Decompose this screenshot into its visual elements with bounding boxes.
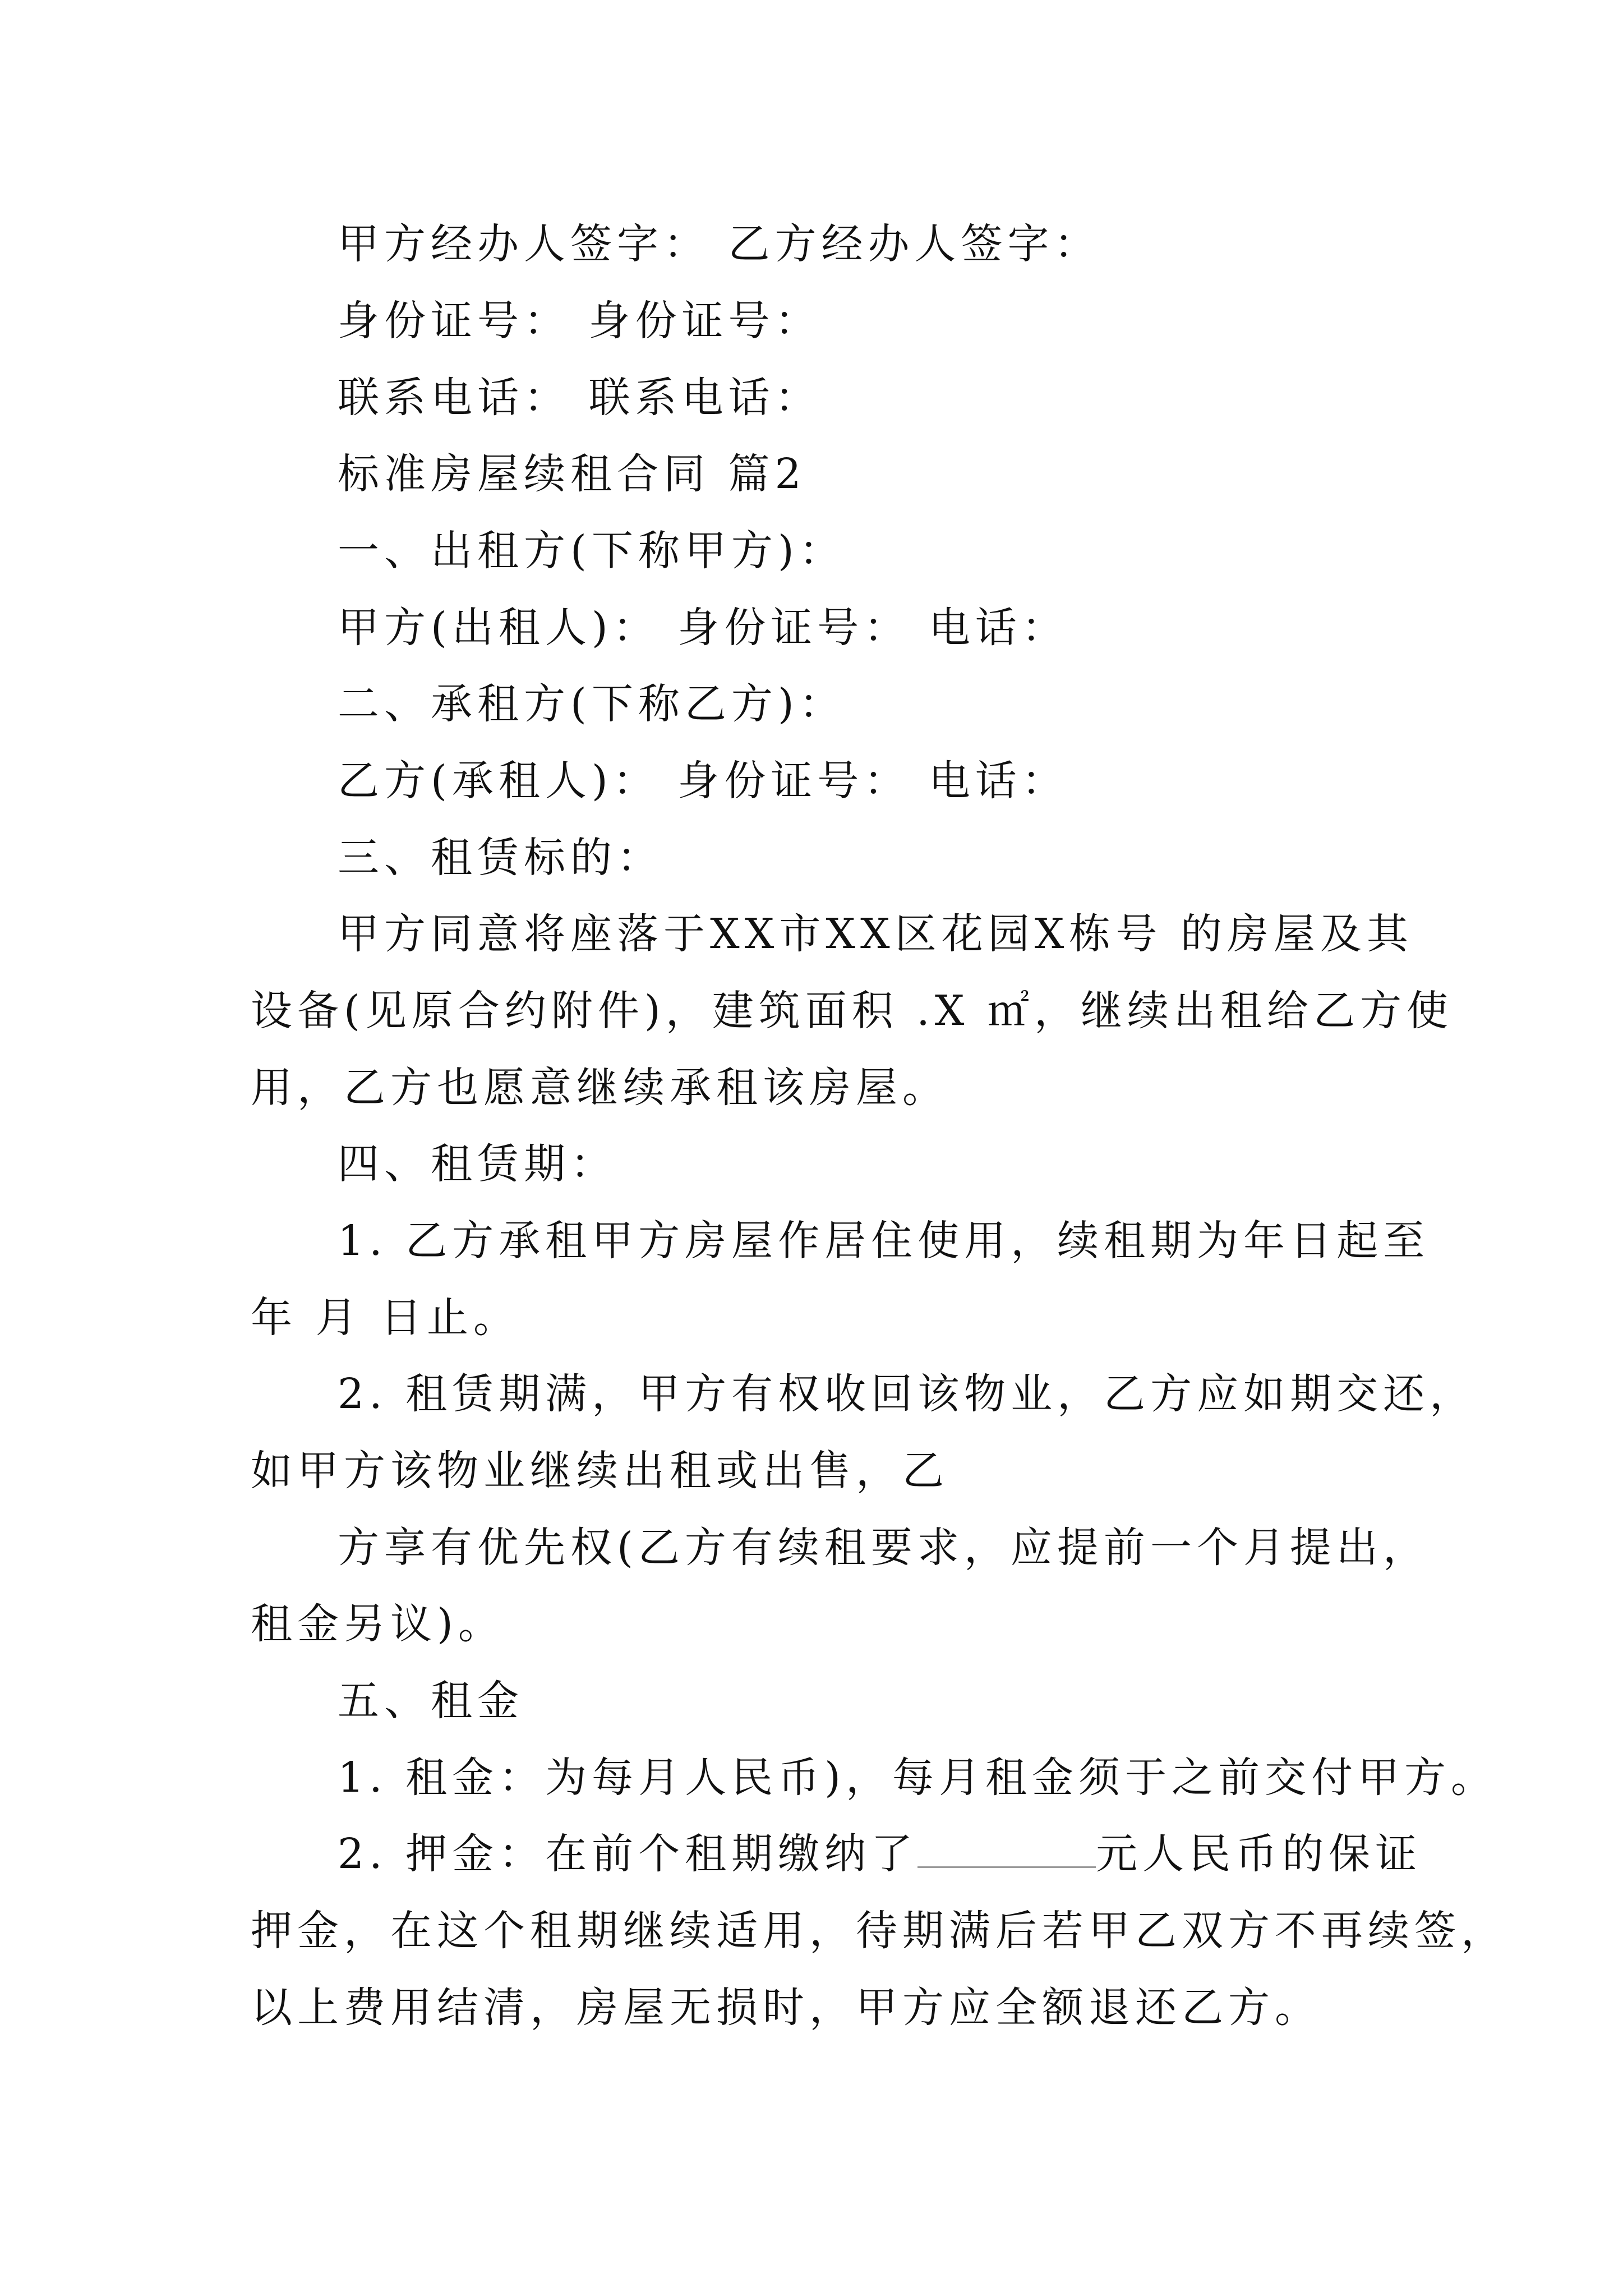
id-number-line: 身份证号： 身份证号： <box>338 297 822 345</box>
paragraph-line: 1. 乙方承租甲方房屋作居住使用，续租期为年日起至 <box>338 1217 1430 1265</box>
paragraph-line: 租金另议)。 <box>251 1600 505 1648</box>
paragraph-line: 以上费用结清，房屋无损时，甲方应全额退还乙方。 <box>251 1984 1321 2032</box>
phone-line: 联系电话： 联系电话： <box>338 374 822 422</box>
deposit-line <box>338 1830 1422 1878</box>
clause-heading: 五、租金 <box>338 1677 524 1725</box>
deposit-amount-blank <box>917 1834 1096 1868</box>
clause-line: 乙方(承租人)： 身份证号： 电话： <box>338 757 1068 805</box>
deposit-text-after: 元人民币的保证 <box>1096 1830 1422 1878</box>
paragraph-line: 押金，在这个租期继续适用，待期满后若甲乙双方不再续签， <box>251 1907 1507 1955</box>
paragraph-line: 1. 租金：为每月人民币)，每月租金须于之前交付甲方。 <box>338 1754 1497 1802</box>
paragraph-line: 2. 租赁期满，甲方有权收回该物业，乙方应如期交还， <box>338 1370 1477 1418</box>
paragraph-line: 如甲方该物业继续出租或出售，乙 <box>251 1447 949 1495</box>
paragraph-line: 设备(见原合约附件)，建筑面积 .X ㎡，继续出租给乙方使 <box>251 987 1453 1035</box>
clause-heading: 二、承租方(下称乙方)： <box>338 680 846 728</box>
paragraph-line: 用，乙方也愿意继续承租该房屋。 <box>251 1064 949 1112</box>
paragraph-line: 年 月 日止。 <box>251 1294 520 1342</box>
paragraph-line: 甲方同意将座落于XX市XX区花园X栋号 的房屋及其 <box>338 910 1413 958</box>
deposit-text-before: 2. 押金：在前个租期缴纳了 <box>338 1830 918 1878</box>
clause-heading: 一、出租方(下称甲方)： <box>338 527 846 575</box>
clause-heading: 三、租赁标的： <box>338 834 663 882</box>
paragraph-line: 方享有优先权(乙方有续租要求，应提前一个月提出， <box>338 1524 1430 1572</box>
signature-line: 甲方经办人签字： 乙方经办人签字： <box>338 220 1101 268</box>
clause-heading: 四、租赁期： <box>338 1140 617 1188</box>
clause-line: 甲方(出租人)： 身份证号： 电话： <box>338 604 1068 652</box>
section-title: 标准房屋续租合同 篇2 <box>338 450 806 498</box>
